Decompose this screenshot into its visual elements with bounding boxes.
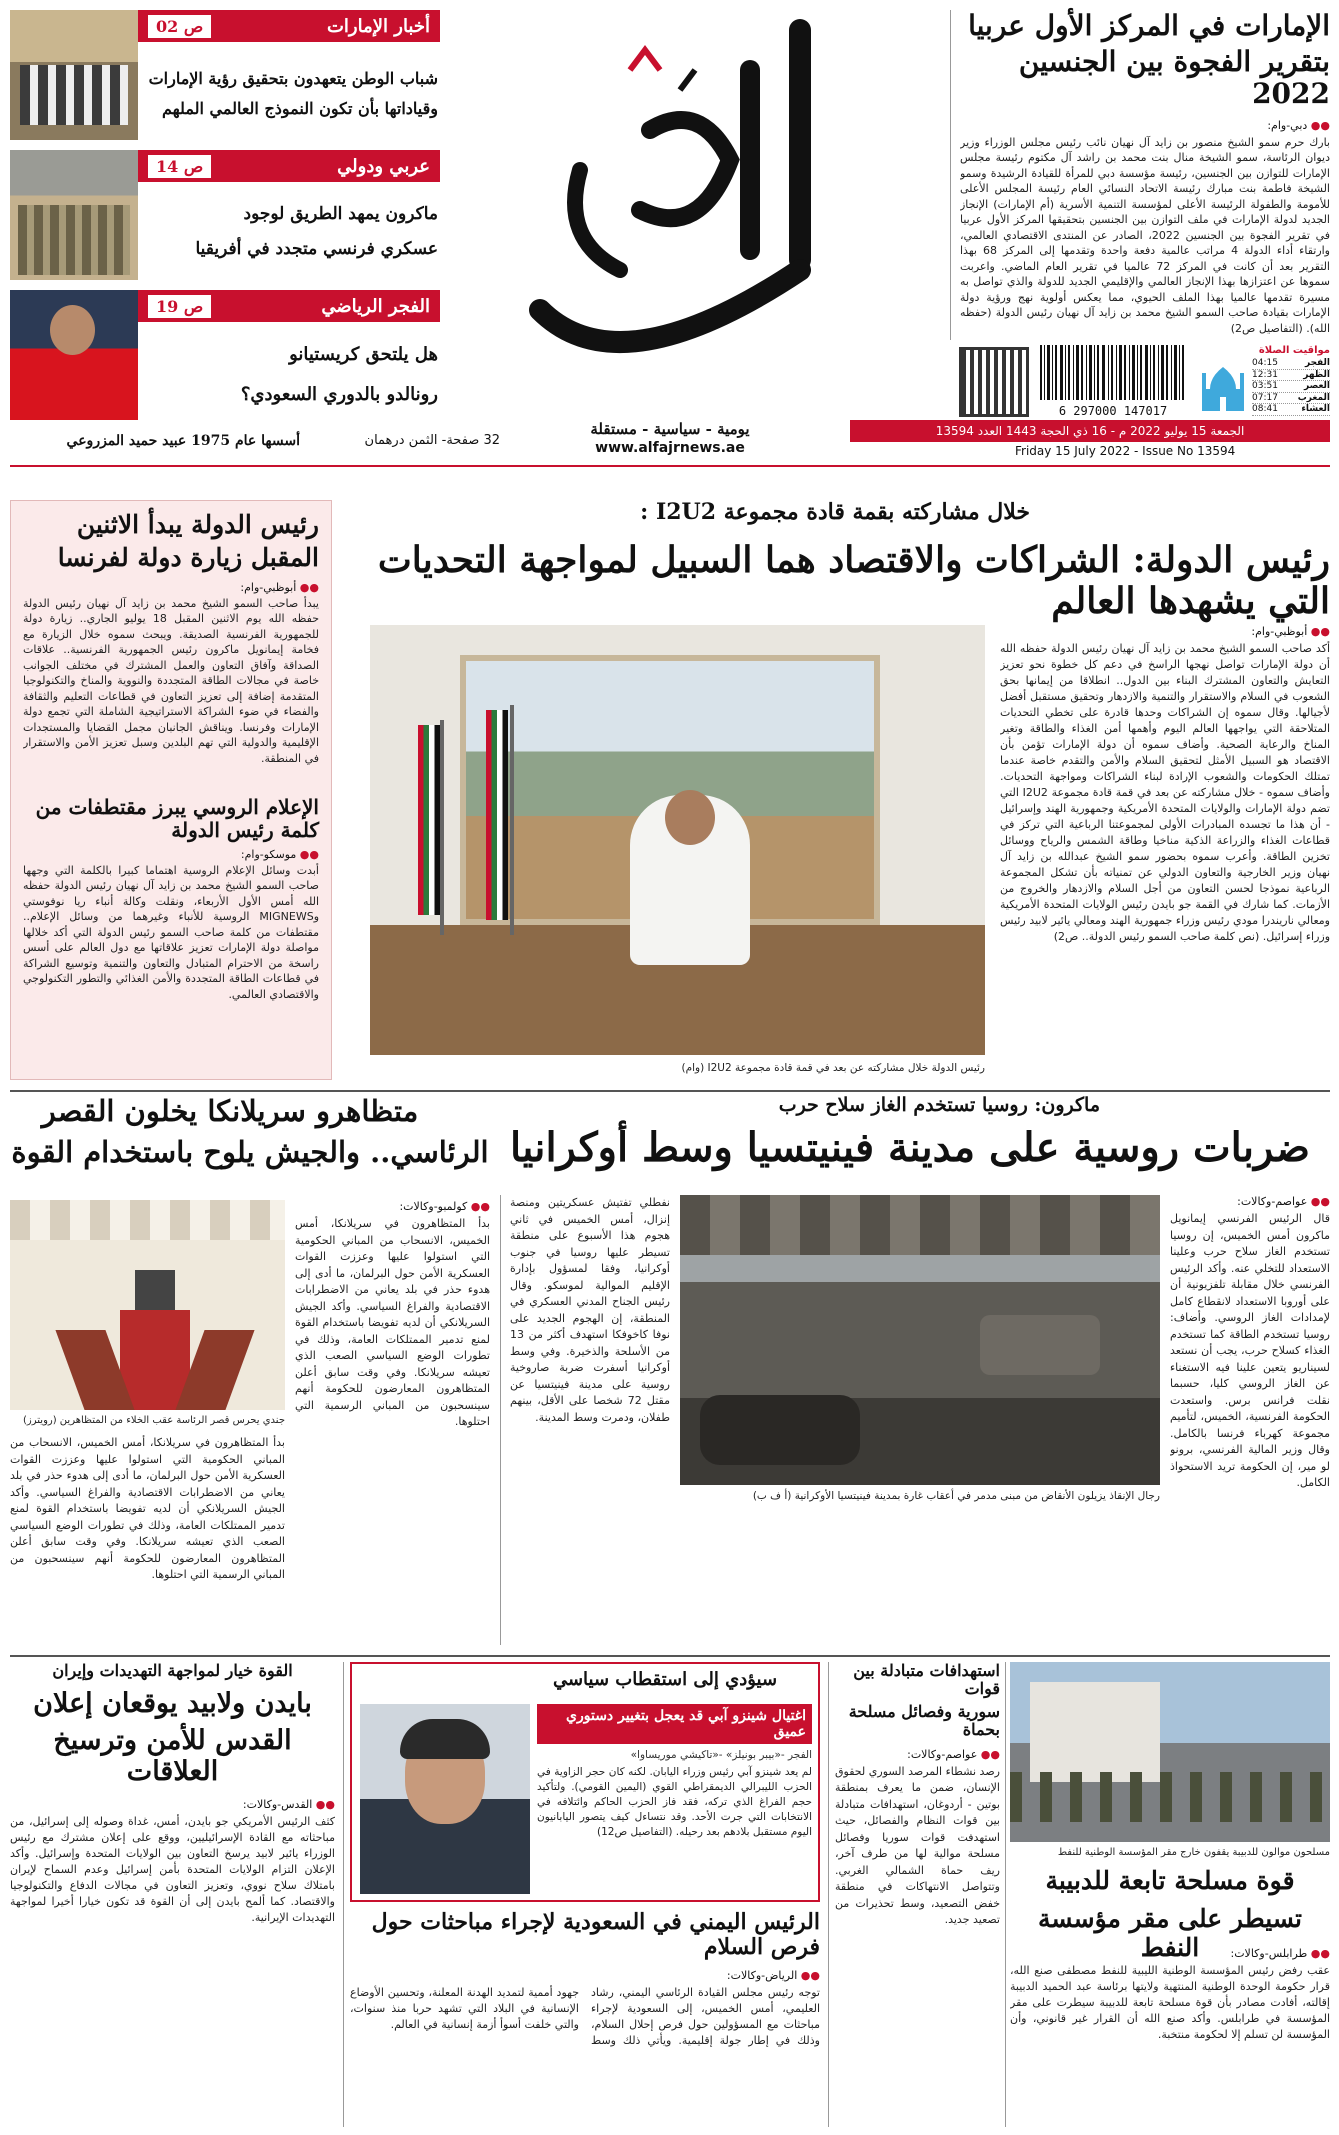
ukraine-dateline: ●● عواصم-وكالات: [1237,1195,1330,1208]
libya-photo-caption: مسلحون موالون للدبيبة يقفون خارج مقر المؤسسة الوطنية للنفط [1057,1847,1330,1858]
ukraine-photo-caption: رجال الإنقاذ يزيلون الأنقاض من مبنى مدمر في أعقاب غارة بمدينة فينيتسيا الأوكرانية (أ ف ب) [752,1490,1160,1502]
prayer-time: 12:31 [1252,369,1278,380]
srilanka-photo [10,1200,285,1410]
syria-article [835,1662,1000,2127]
teaser-2-section: عربي ودولي [337,155,430,177]
teaser-3-section: الفجر الرياضي [321,295,430,317]
main-photo-caption: رئيس الدولة خلال مشاركته عن بعد في قمة قادة مجموعة I2U2 (وام) [681,1062,985,1074]
abe-headline-bar: اغتيال شينزو آبي قد يعجل بتغيير دستوري عميق [537,1704,812,1744]
prayer-time: 04:15 [1252,358,1278,368]
libya-headline-1: قوة مسلحة تابعة للدبيبة [1045,1866,1295,1895]
qr-code-icon [962,350,1026,414]
prayer-name: الفجر [1304,358,1330,368]
teaser-1-bar[interactable] [138,10,440,42]
ukraine-body-mid: نفطلي تفتيش عسكريتين ومنصة إنزال، أمس الخميس في ثاني هجوم هذا الأسبوع على منطقة تسيطر عليها روسيا في جنوب أوكرانيا، وفقا لمسؤول بإدارة الإقليم الموالية لموسكو. وقال رئيس الجناح المدني العسكري في المنطقة، إن الهجوم الجديد على نوفا كاخوفكا استهدف أكثر من 13 من الأسلحة والذخيرة. وفي وسط أوكرانيا أسفرت ضربة صاروخية روسية على مدينة فينيتسيا عن مقتل 72 شخصا على الأقل، بينهم طفلان، ودمرت وسط المدينة. [510,1196,670,1424]
libya-headline-2: تسيطر على مقر مؤسسة النفط [1037,1904,1303,1962]
teaser-2-text-2: عسكري فرنسي متجدد في أفريقيا [195,239,438,259]
srilanka-article [10,1095,490,1650]
masthead [500,10,840,410]
biden-article [10,1662,335,2127]
left-box-body-2: أبدت وسائل الإعلام الروسية اهتماما كبيرا بالكلمة التي وجهها صاحب السمو الشيخ محمد بن زايد آل نهيان رئيس الدولة حفظه الله أمس الأول الأربعاء، ونقلت وكالة أنباء ريا نوفوستي وMIGNEWS الروسية للأنباء وغيرهما من وسائل الإعلام.. مقتطفات من كلمة صاحب السمو رئيس الدولة التي أكد خلالها مواصلة دولة الإمارات تعزيز علاقاتها مع دول العالم على أسس راسخة من الاحترام المتبادل والتعاون والتنمية وتوسيع الشراكة في قطاعات الطاقة المتجددة والأمن الغذائي والتطور التكنولوجي والاقتصادي العالمي. [23,863,319,1001]
left-box-body: يبدأ صاحب السمو الشيخ محمد بن زايد آل نهيان رئيس الدولة حفظه الله يوم الاثنين المقبل 18 يوليو الجاري.. زيارة دولة للجمهورية الفرنسية الصديقة. ويبحث سموه خلال الزيارة مع فخامة إيمانويل ماكرون رئيس الجمهورية الفرنسية.. علاقات الصداقة وآفاق التعاون والعمل المشترك في مختلف الجوانب خاصة في مجالات الطاقة المتجددة والنووية والمناخ والتكنولوجيا المتقدمة إضافة إلى تعزيز التعاون في قطاعات التعليم والثقافة والفضاء في ضوء الشراكة الاستراتيجية الشاملة التي تجمع دولة الإمارات وفرنسا. ويناقش الجانبان مجمل القضايا والمستجدات الإقليمية والدولية التي تهم البلدين وسبل تعزيز الأمن والاستقرار في المنطقة. [23,596,319,765]
teaser-1-page: ص 02 [148,15,211,38]
prayer-row [1252,404,1330,416]
ukraine-kicker: ماكرون: روسيا تستخدم الغاز سلاح حرب [778,1094,1100,1116]
abe-byline: الفجر -«بيبر بونيلز» -«تاكيشي موريساوا» [630,1749,812,1762]
prayer-time: 03:51 [1252,381,1278,391]
prayer-name: العشاء [1301,404,1330,414]
teaser-2-photo [10,150,138,280]
libya-text [1010,1947,1330,2125]
lead-top-headline-2: بتقرير الفجوة بين الجنسين 2022 [1018,45,1330,111]
alfajr-logo [500,10,840,405]
prayer-time: 08:41 [1252,404,1278,414]
left-box-headline-2: المقبل زيارة دولة لفرنسا [57,542,319,572]
abe-text-block [537,1704,812,1899]
prayer-row [1252,358,1330,370]
main-headline: رئيس الدولة: الشراكات والاقتصاد هما السبيل لمواجهة التحديات التي يشهدها العالم [377,539,1330,623]
left-box-dateline-2: ●● موسكو-وام: [240,847,319,861]
prayer-name: المغرب [1297,392,1330,403]
yemen-body: توجه رئيس مجلس القيادة الرئاسي اليمني، رشاد العليمي، أمس الخميس، إلى السعودية لإجراء مباحثات مع المسؤولين حول فرص إحلال السلام، وذلك في إطار جولة إقليمية. ويأتي ذلك وسط جهود أممية لتمديد الهدنة المعلنة، وتحسين الأوضاع الإنسانية في البلاد التي تشهد حربا منذ سنوات، والتي خلفت أسوأ أزمة إنسانية في العالم. [350,1985,820,2047]
website: www.alfajrnews.ae [595,440,745,456]
syria-body: رصد نشطاء المرصد السوري لحقوق الإنسان، ضمن ما يعرف بمنطقة بوتين - أردوغان، استهدافات متبادلة بين قوات النظام والفصائل، حيث استهدفت قوات سوريا وفصائل مسلحة موالية لها من طرف آخر، ريف حماة الشمالي الغربي. وتتواصل الانتهاكات في منطقة خفض التصعيد، وسط تحذيرات من تصعيد جديد. [835,1764,1000,1927]
teaser-3-photo [10,290,138,420]
tagline: يومية - سياسية - مستقلة [590,420,750,438]
left-box-dateline: ●● أبوظبي-وام: [240,580,319,594]
date-arabic: الجمعة 15 يوليو 2022 م - 16 ذي الحجة 1443 العدد 13594 [935,424,1245,438]
prayer-name: الظهر [1303,369,1330,380]
main-body-column [1000,625,1330,1080]
left-box-headline-3: الإعلام الروسي يبرز مقتطفات من كلمة رئيس الدولة [35,794,319,842]
teaser-1-photo [10,10,138,140]
biden-headline-1: بايدن ولابيد يوقعان إعلان [33,1688,312,1720]
prayer-row [1252,381,1330,393]
left-box-headline-1: رئيس الدولة يبدأ الاثنين [76,510,319,539]
main-kicker: خلال مشاركته بقمة قادة مجموعة I2U2 : [640,499,1030,525]
prayer-row [1252,393,1330,405]
prayer-list [1252,358,1330,416]
srilanka-headline-2: الرئاسي.. والجيش يلوح باستخدام القوة [11,1135,489,1170]
libya-article [1010,1662,1330,2127]
teaser-3-text-2: رونالدو بالدوري السعودي؟ [240,384,438,405]
ukraine-headline: ضربات روسية على مدينة فينيتسيا وسط أوكرانيا [510,1124,1310,1171]
teaser-3-bar[interactable] [138,290,440,322]
teaser-1-section: أخبار الإمارات [326,15,430,37]
biden-headline-2: القدس للأمن وترسيخ العلاقات [53,1725,292,1788]
yemen-headline: الرئيس اليمني في السعودية لإجراء مباحثات حول فرص السلام [371,1909,820,1961]
yemen-article [350,1910,820,2130]
biden-dateline: ●● القدس-وكالات: [242,1797,335,1811]
prayer-row [1252,370,1330,382]
mosque-icon [1200,359,1246,411]
teaser-3-page: ص 19 [148,295,211,318]
srilanka-column [295,1200,490,1640]
yemen-dateline: ●● الرياض-وكالات: [726,1968,820,1982]
libya-dateline: ●● طرابلس-وكالات: [1230,1947,1330,1960]
date-bar [850,420,1330,442]
left-box [10,500,332,1080]
lead-top-body: بارك حرم سمو الشيخ منصور بن زايد آل نهيان نائب رئيس مجلس الوزراء وزير ديوان الرئاسة، سمو الشيخة منال بنت محمد بن راشد آل مكتوم رئيسة مجلس الإمارات للتوازن بين الجنسين، رئيسة مؤسسة دبي للمرأة للقيادة الرشيدة وسمو الشيخة فاطمة بنت مبارك رئيسة الاتحاد النسائي العام رئيسة المجلس الأعلى للأمومة والطفولة الرئيسة الأعلى لمؤسسة التنمية الأسرية (أم الإمارات) الإنجاز الجديد لدولة الإمارات في ملف التوازن بين الجنسين بتحقيقها المركز الأول عربيا في تقرير الفجوة بين الجنسين 2022، الصادر عن المنتدى الاقتصادي العالمي، وارتقاء أداء الدولة 4 مراتب عالمية دفعة واحدة وتقدمها إلى المركز 68 بهذا التقرير بعد أن كانت في المركز 72 عالميا في تقرير العام الماضي. واعربت سموها عن اعتزازها بهذا الإنجاز العالمي والإقليمي الجديد للدولة والذي تواصل به مسيرة تقدمها عالميا بهذا الملف الحيوي، مما يعكس أولوية نهج ورؤية دولة الإمارات بقيادة صاحب السمو الشيخ محمد بن زايد آل نهيان رئيس الدولة (حفظه الله). (التفاصيل ص2) [960,135,1330,335]
ukraine-column-right [1170,1195,1330,1655]
syria-headline-1: استهدافات متبادلة بين قوات [853,1661,1000,1699]
ukraine-photo [680,1195,1160,1485]
main-body: أكد صاحب السمو الشيخ محمد بن زايد آل نهيان رئيس الدولة حفظه الله أن دولة الإمارات تواصل نهجها الراسخ في دعم كل خطوة نحو تعزيز التعايش والتعاون المشترك البناء بين الدول.. انطلاقا من إيمانها بحق الشعوب في السلام والاستقرار والتنمية والازدهار وتحقيق مستقبل أفضل لأجيالها. وقال سموه إن الشراكات وحدها قادرة على تخطي التحديات المتلاحقة التي يواجهها العالم اليوم وأهمها أمن الغذاء والطاقة وتغير المناخ والرعاية الصحية. وأضاف سموه أن دولة الإمارات تؤمن بأن الاقتصاد هو السبيل الأمثل لتحقيق السلام والأمن والتقدم خاصة عندما تمتلك الحكومات والشعوب الإرادة لبناء الشراكات ومواجهة التحديات. وأضاف سموه - خلال مشاركته عن بعد في قمة قادة مجموعة I2U2 التي تضم دولة الإمارات والولايات المتحدة الأمريكية وجمهورية الهند وإسرائيل - أن هذا ما تجسده المبادرات الأولى لمجموعتنا الرباعية التي تركز في قطاعات الغذاء والزراعة الذكية مناخيا وطاقة الشمس والرياح ووسائل تخزين الطاقة. وأعرب سموه بحضور سمو الشيخ عبدالله بن زايد آل نهيان وزير الخارجية والتعاون الدولي عن تمنياته بأن تشكل المجموعة الرباعية نموذجا لحسن التعاون من أجل السلام والازدهار والخروج من الأزمات. كما شارك في القمة جو بايدن رئيس الولايات المتحدة الأمريكية ومعالي ناريندرا مودي رئيس وزراء جمهورية الهند ومعالي يائير لابيد رئيس وزراء إسرائيل. (نص كلمة صاحب السمو رئيس الدولة.. ص2) [1000,642,1330,943]
abe-body: لم يعد شينزو آبي رئيس وزراء اليابان. لكنه كان حجر الزاوية في الحزب الليبرالي الديمقراطي القوي (اليمين القومي). ولتأكيد حجم الفراغ الذي تركه، فقد فاز الحزب الحاكم وائتلافه في الانتخابات التي جرت الأحد. وقد نتساءل كيف يتصور اليابانيون اليوم مستقبل بلادهم بعد رحيله. (التفاصيل ص12) [537,1766,812,1839]
prayer-time: 07:17 [1252,392,1278,403]
lead-top-article [960,10,1330,340]
srilanka-headline-1: متظاهرو سريلانكا يخلون القصر [41,1094,419,1128]
srilanka-dateline: ●● كولمبو-وكالات: [399,1200,490,1213]
srilanka-body: بدأ المتظاهرون في سريلانكا، أمس الخميس، الانسحاب من المباني الحكومية التي استولوا عليها وعززت القوات العسكرية الأمن حول البرلمان، ما أدى إلى هدوء حذر في بلد يعاني من الاضطرابات الاقتصادية والفراغ السياسي. وأكد الجيش السريلانكي أن لديه تفويضا باستخدام القوة لمنع تدمير الممتلكات العامة، وذلك في تطورات الوضع السياسي الصعب الذي تعيشه سريلانكا. وفي وقت سابق أعلن المتظاهرون المعارضون للحكومة أنهم سينسحبون من المباني الرسمية التي احتلوها. [295,1217,490,1428]
libya-body: عقب رفض رئيس المؤسسة الوطنية الليبية للنفط مصطفى صنع الله، قرار حكومة الوحدة الوطنية المنتهية ولايتها برئاسة عبد الحميد الدبيبة إقالته، أفادت مصادر بأن قوة مسلحة تابعة للدبيبة سيطرت على مقر المؤسسة في طرابلس. وأكد صنع الله أن القرار غير قانوني، وأن المؤسسة لن تسلم إلا لحكومة منتخبة. [1010,1964,1330,2041]
teaser-1-text-1: شباب الوطن يتعهدون بتحقيق رؤية الإمارات [148,69,438,88]
pages-price: 32 صفحة- الثمن درهمان [364,433,500,448]
teaser-1-text-2: وقياداتها بأن تكون النموذج العالمي الملهم [162,99,438,118]
abe-box [350,1662,820,1902]
prayer-name: العصر [1303,381,1330,391]
ukraine-body: قال الرئيس الفرنسي إيمانويل ماكرون أمس الخميس، إن روسيا تستخدم الغاز سلاح حرب وعلينا الاستعداد للتخلي عنه. وأكد الرئيس الفرنسي خلال مقابلة تلفزيونية أن على أوروبا الاستعداد لانقطاع كامل لإمدادات الغاز الروسي. وأضاف: روسيا تستخدم الطاقة كما تستخدم الغذاء كسلاح حرب، يجب أن نستعد لسيناريو يتعين علينا فيه الاستغناء عن الغاز الروسي كليا، حسبما نقلت فرانس برس. واستعدت الحكومة الفرنسية، الخميس، لتأميم مجموعة كهرباء فرنسا بالكامل. وقال وزير المالية الفرنسي، برونو لو مير، إن الحكومة تريد الاستحواذ الكامل. [1170,1212,1330,1489]
main-photo [370,625,985,1055]
abe-kicker: سيؤدي إلى استقطاب سياسي [552,1669,778,1690]
teaser-2-page: ص 14 [148,155,211,178]
syria-headline-2: سورية وفصائل مسلحة بحماة [848,1701,1000,1740]
biden-body: كثف الرئيس الأمريكي جو بايدن، أمس، غداة وصوله إلى إسرائيل، من مباحثاته مع القادة الإسرائيليين، ووقع على إعلان مشترك مع رئيس الوزراء يائير لابيد يرسخ التعاون بين الولايات المتحدة وإسرائيل. وأكد الإعلان التزام الولايات المتحدة بأمن إسرائيل وعدم السماح لإيران بامتلاك سلاح نووي، وتعزيز التعاون في مجالات الدفاع والتكنولوجيا والاقتصاد. كما ألمح بايدن إلى أن القوة قد تكون خيارا أخيرا لمواجهة التهديدات الإيرانية. [10,1814,335,1924]
lead-top-headline-1: الإمارات في المركز الأول عربيا [968,9,1330,42]
srilanka-body-lower: بدأ المتظاهرون في سريلانكا، أمس الخميس، الانسحاب من المباني الحكومية التي استولوا عليها وعززت القوات العسكرية الأمن حول البرلمان، ما أدى إلى هدوء حذر في بلد يعاني من الاضطرابات الاقتصادية والفراغ السياسي. وأكد الجيش السريلانكي أن لديه تفويضا باستخدام القوة لمنع تدمير الممتلكات العامة، وذلك في تطورات الوضع السياسي الصعب الذي تعيشه سريلانكا. وفي وقت سابق أعلن المتظاهرون المعارضون للحكومة أنهم سينسحبون من المباني الرسمية التي احتلوها. [10,1436,285,1581]
syria-dateline: ●● عواصم-وكالات: [907,1747,1000,1761]
founder: أسسها عام 1975 عبيد حميد المزروعي [66,433,300,449]
biden-kicker: القوة خيار لمواجهة التهديدات وإيران [52,1661,293,1680]
teaser-3-text-1: هل يلتحق كريستيانو [289,344,438,365]
teaser-2-bar[interactable] [138,150,440,182]
srilanka-photo-caption: جندي يحرس قصر الرئاسة عقب الخلاء من المتظاهرين (رويترز) [23,1415,285,1426]
teasers [10,10,440,420]
main-dateline: ●● أبوظبي-وام: [1251,625,1330,638]
date-english: Friday 15 July 2022 - Issue No 13594 [1015,444,1236,458]
lead-top-dateline: ●● دبي-وام: [1267,118,1330,132]
barcode-number: 6 297000 147017 [1058,404,1168,418]
abe-photo [360,1704,530,1894]
libya-photo [1010,1662,1330,1842]
prayer-title: مواقيت الصلاة [1258,345,1330,356]
teaser-2-text-1: ماكرون يمهد الطريق لوجود [243,204,438,224]
